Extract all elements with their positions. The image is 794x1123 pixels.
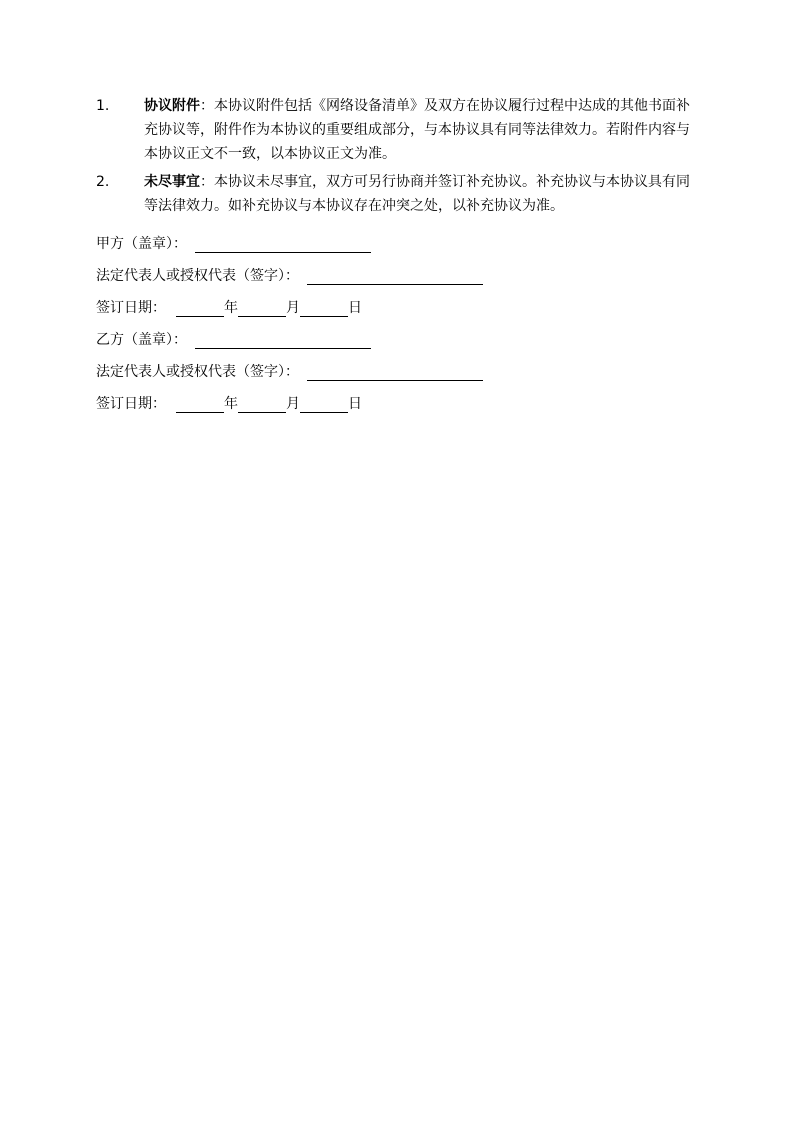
party-a-rep-blank[interactable] — [307, 268, 483, 285]
party-a-month-blank[interactable] — [238, 300, 286, 317]
party-b-month-blank[interactable] — [238, 396, 286, 413]
clause-item — [96, 94, 702, 166]
party-b-date-label: 签订日期： — [96, 396, 166, 412]
party-b-seal-line — [96, 324, 702, 356]
party-b-seal-blank[interactable] — [195, 332, 371, 349]
year-label: 年 — [224, 396, 238, 412]
party-a-seal-blank[interactable] — [195, 236, 371, 253]
party-b-year-blank[interactable] — [176, 396, 224, 413]
month-label: 月 — [286, 396, 300, 412]
party-b-date-line — [96, 388, 702, 420]
clause-item — [96, 170, 702, 218]
party-a-rep-line — [96, 260, 702, 292]
party-b-rep-blank[interactable] — [307, 364, 483, 381]
party-a-rep-label: 法定代表人或授权代表（签字）： — [96, 268, 299, 284]
clause-list — [96, 94, 702, 222]
party-a-seal-line — [96, 228, 702, 260]
party-a-year-blank[interactable] — [176, 300, 224, 317]
clause-number: 2. — [96, 174, 110, 190]
day-label: 日 — [348, 300, 362, 316]
party-b-rep-line — [96, 356, 702, 388]
party-a-seal-label: 甲方（盖章）： — [96, 236, 187, 252]
party-a-date-label: 签订日期： — [96, 300, 166, 316]
signature-block — [96, 228, 702, 420]
clause-number: 1. — [96, 98, 110, 114]
clause-body — [144, 94, 702, 166]
clause-text: ：本协议附件包括《网络设备清单》及双方在协议履行过程中达成的其他书面补充协议等，附件作为本协议的重要组成部分，与本协议具有同等法律效力。若附件内容与本协议正文不一致，以本协议正文为准。 — [144, 98, 690, 162]
day-label: 日 — [348, 396, 362, 412]
party-a-date-line — [96, 292, 702, 324]
clause-text: ：本协议未尽事宜，双方可另行协商并签订补充协议。补充协议与本协议具有同等法律效力。如补充协议与本协议存在冲突之处，以补充协议为准。 — [144, 174, 690, 214]
party-b-rep-label: 法定代表人或授权代表（签字）： — [96, 364, 299, 380]
clause-title: 协议附件 — [144, 98, 200, 114]
party-a-day-blank[interactable] — [300, 300, 348, 317]
party-b-day-blank[interactable] — [300, 396, 348, 413]
month-label: 月 — [286, 300, 300, 316]
party-b-seal-label: 乙方（盖章）： — [96, 332, 187, 348]
clause-title: 未尽事宜 — [144, 174, 200, 190]
clause-body — [144, 170, 702, 218]
year-label: 年 — [224, 300, 238, 316]
